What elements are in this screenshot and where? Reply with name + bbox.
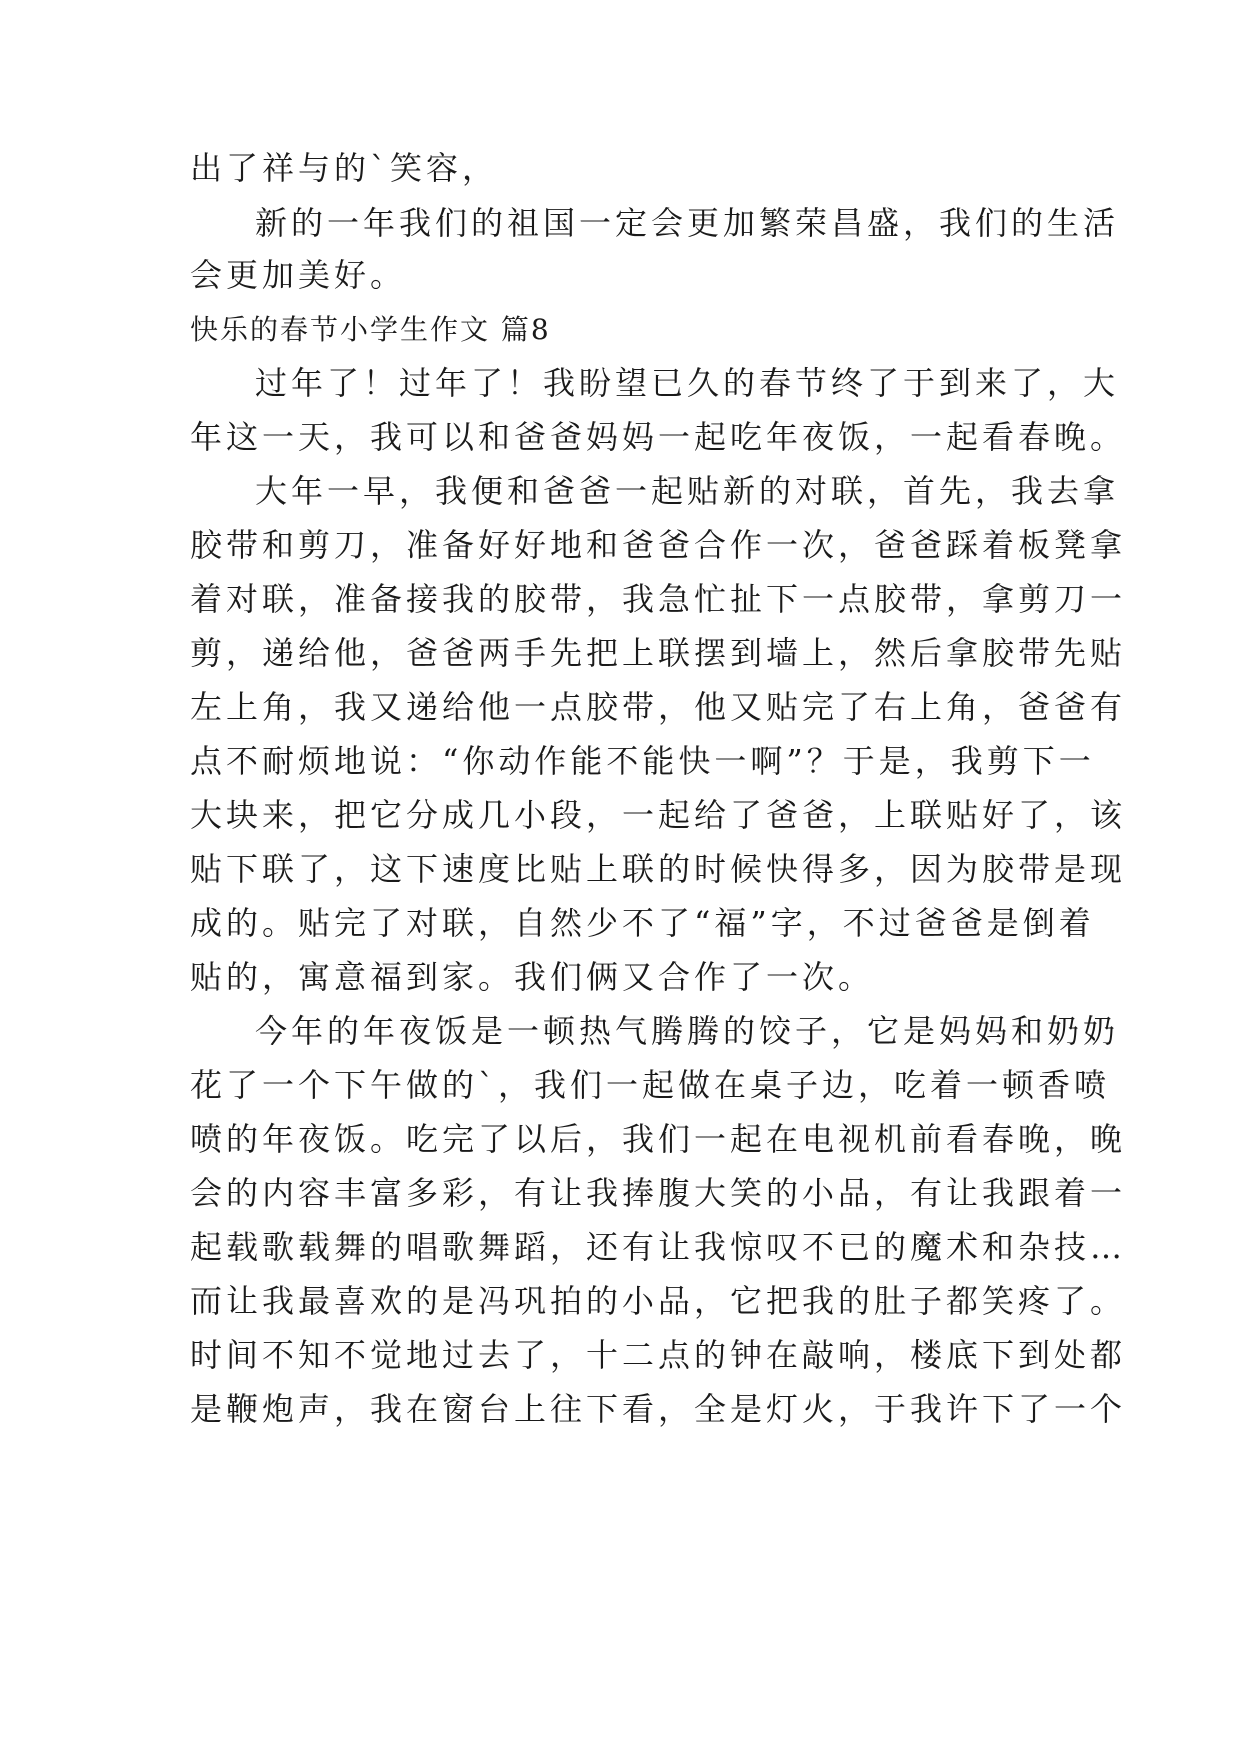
- paragraph-start-line: 大年一早，我便和爸爸一起贴新的对联，首先，我去拿: [255, 472, 1120, 510]
- section-heading: 快乐的春节小学生作文 篇8: [190, 313, 551, 346]
- paragraph-start-line: 过年了！过年了！我盼望已久的春节终了于到来了，大: [255, 364, 1120, 402]
- text-line: 贴的，寓意福到家。我们俩又合作了一次。: [190, 958, 875, 996]
- text-line: 着对联，准备接我的胶带，我急忙扯下一点胶带，拿剪刀一: [190, 580, 1127, 618]
- text-line: 出了祥与的`笑容，: [190, 149, 499, 187]
- text-line: 会的内容丰富多彩，有让我捧腹大笑的小品，有让我跟着一: [190, 1174, 1127, 1212]
- text-line: 点不耐烦地说：“你动作能不能快一啊”？于是，我剪下一: [190, 742, 1095, 780]
- text-line: 成的。贴完了对联，自然少不了“福”字，不过爸爸是倒着: [190, 904, 1095, 942]
- text-line: 贴下联了，这下速度比贴上联的时候快得多，因为胶带是现: [190, 850, 1127, 888]
- text-line: 喷的年夜饭。吃完了以后，我们一起在电视机前看春晚，晚: [190, 1120, 1127, 1158]
- text-line: 左上角，我又递给他一点胶带，他又贴完了右上角，爸爸有: [190, 688, 1127, 726]
- text-line: 花了一个下午做的`，我们一起做在桌子边，吃着一顿香喷: [190, 1066, 1111, 1104]
- text-line: 胶带和剪刀，准备好好地和爸爸合作一次，爸爸踩着板凳拿: [190, 526, 1127, 564]
- text-line: 大块来，把它分成几小段，一起给了爸爸，上联贴好了，该: [190, 796, 1127, 834]
- text-line: 是鞭炮声，我在窗台上往下看，全是灯火，于我许下了一个: [190, 1390, 1127, 1428]
- text-line: 而让我最喜欢的是冯巩拍的小品，它把我的肚子都笑疼了。: [190, 1282, 1127, 1320]
- text-line: 年这一天，我可以和爸爸妈妈一起吃年夜饭，一起看春晚。: [190, 418, 1127, 456]
- text-line: 起载歌载舞的唱歌舞蹈，还有让我惊叹不已的魔术和杂技…: [190, 1228, 1127, 1266]
- text-line: 时间不知不觉地过去了，十二点的钟在敲响，楼底下到处都: [190, 1336, 1127, 1374]
- paragraph-start-line: 今年的年夜饭是一顿热气腾腾的饺子，它是妈妈和奶奶: [255, 1012, 1120, 1050]
- paragraph-start-line: 新的一年我们的祖国一定会更加繁荣昌盛，我们的生活: [255, 204, 1120, 242]
- text-line: 剪，递给他，爸爸两手先把上联摆到墙上，然后拿胶带先贴: [190, 634, 1127, 672]
- text-line: 会更加美好。: [190, 256, 407, 294]
